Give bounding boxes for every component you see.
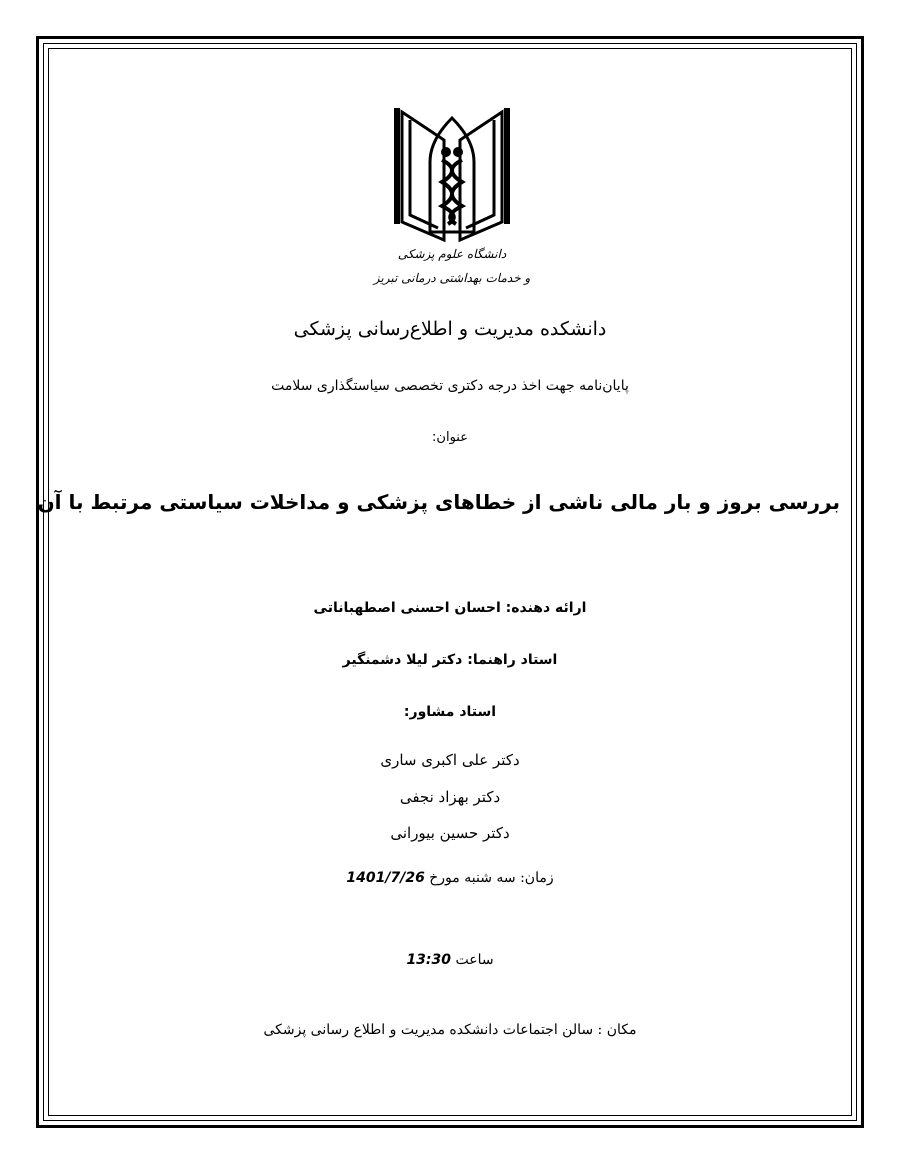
title-label: عنوان: [432, 430, 468, 445]
logo-caption-1: دانشگاه علوم پزشکی [397, 247, 507, 261]
university-logo [373, 100, 531, 295]
defense-place: مکان : سالن اجتماعات دانشکده مدیریت و اطلاع رسانی پزشکی [263, 1022, 637, 1038]
time-label: ساعت [451, 952, 494, 968]
logo-caption-2: و خدمات بهداشتی درمانی تبریز [373, 271, 531, 285]
defense-date [60, 870, 840, 886]
thesis-title: بررسی بروز و بار مالی ناشی از خطاهای پزشکی و مداخلات سیاستی مرتبط با آن [37, 490, 840, 514]
time-value: 13:30 [406, 952, 452, 968]
date-label: زمان: سه شنبه مورخ [424, 870, 554, 886]
faculty-name: دانشکده مدیریت و اطلاع‌رسانی پزشکی [293, 318, 607, 340]
advisor-label: استاد مشاور: [403, 704, 497, 720]
advisor-1: دکتر علی اکبری ساری [380, 751, 520, 769]
date-value: 1401/7/26 [346, 870, 425, 886]
advisor-3: دکتر حسین بیورانی [390, 824, 510, 842]
supervisor: استاد راهنما: دکتر لیلا دشمنگیر [342, 652, 558, 668]
advisor-2: دکتر بهزاد نجفی [399, 788, 501, 806]
defense-time [60, 952, 840, 968]
presenter: ارائه دهنده: احسان احسنی اصطهباناتی [313, 600, 587, 616]
thesis-description: پایان‌نامه جهت اخذ درجه دکتری تخصصی سیاستگذاری سلامت [271, 378, 629, 394]
